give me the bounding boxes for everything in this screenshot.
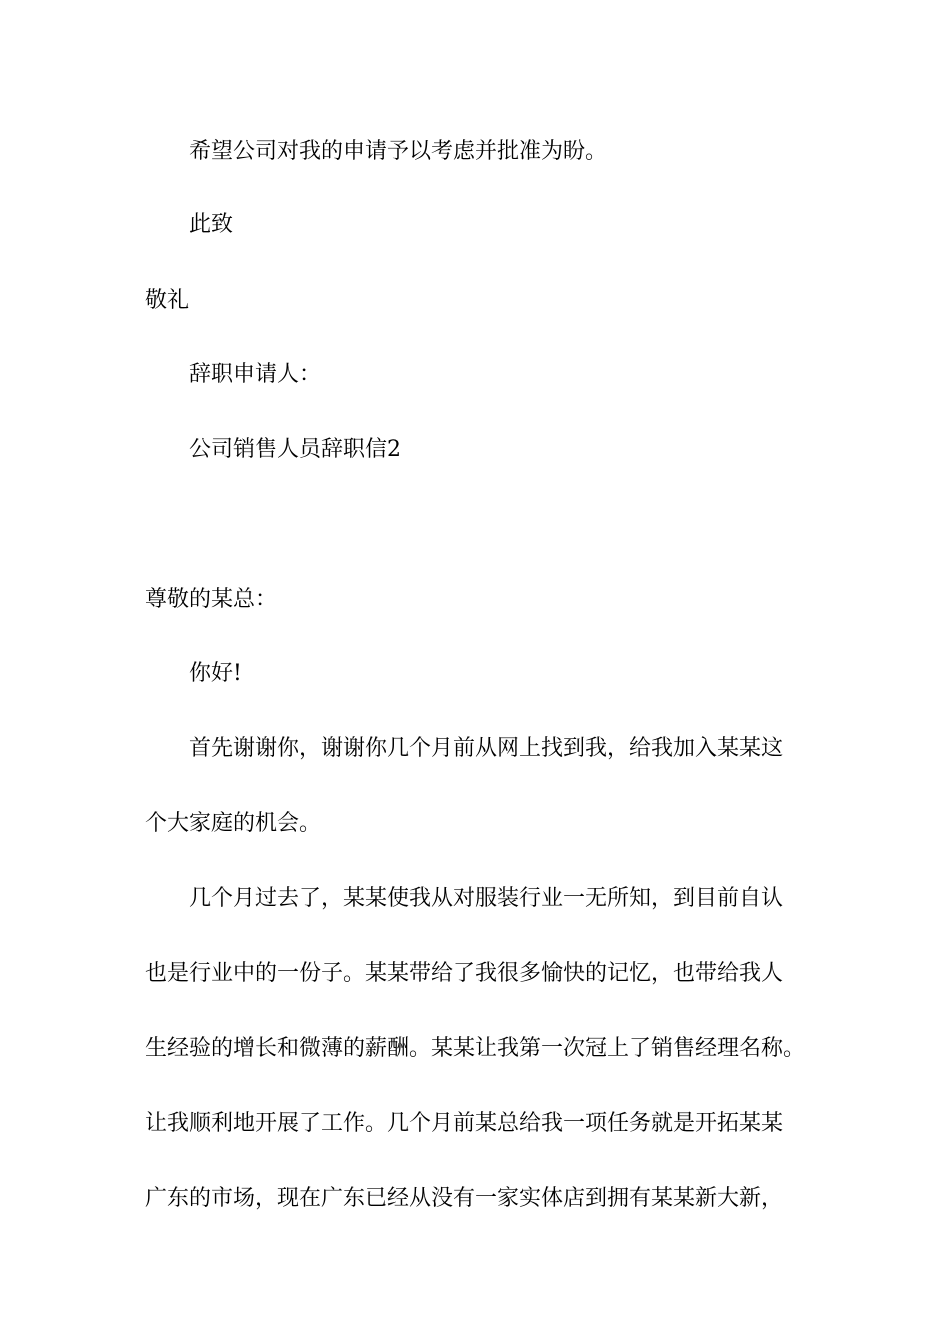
body-line: 个大家庭的机会。	[145, 811, 322, 836]
body-line: 广东的市场，现在广东已经从没有一家实体店到拥有某某新大新，	[145, 1186, 784, 1211]
body-line: 让我顺利地开展了工作。几个月前某总给我一项任务就是开拓某某	[145, 1111, 784, 1136]
body-line: 首先谢谢你，谢谢你几个月前从网上找到我，给我加入某某这	[189, 736, 784, 761]
body-line: 几个月过去了，某某使我从对服装行业一无所知，到目前自认	[189, 886, 784, 911]
salutation-regards-text: 敬礼	[145, 288, 190, 313]
letter-heading: 公司销售人员辞职信2	[189, 437, 401, 462]
body-line: 也是行业中的一份子。某某带给了我很多愉快的记忆，也带给我人	[145, 961, 784, 986]
salutation-text: 此致	[189, 212, 234, 237]
signature-label: 辞职申请人：	[189, 362, 322, 387]
greeting-line: 你好!	[189, 661, 242, 686]
body-line: 生经验的增长和微薄的薪酬。某某让我第一次冠上了销售经理名称。	[145, 1036, 806, 1061]
closing-request-text: 希望公司对我的申请予以考虑并批准为盼。	[189, 139, 608, 164]
addressee-line: 尊敬的某总：	[145, 587, 278, 612]
